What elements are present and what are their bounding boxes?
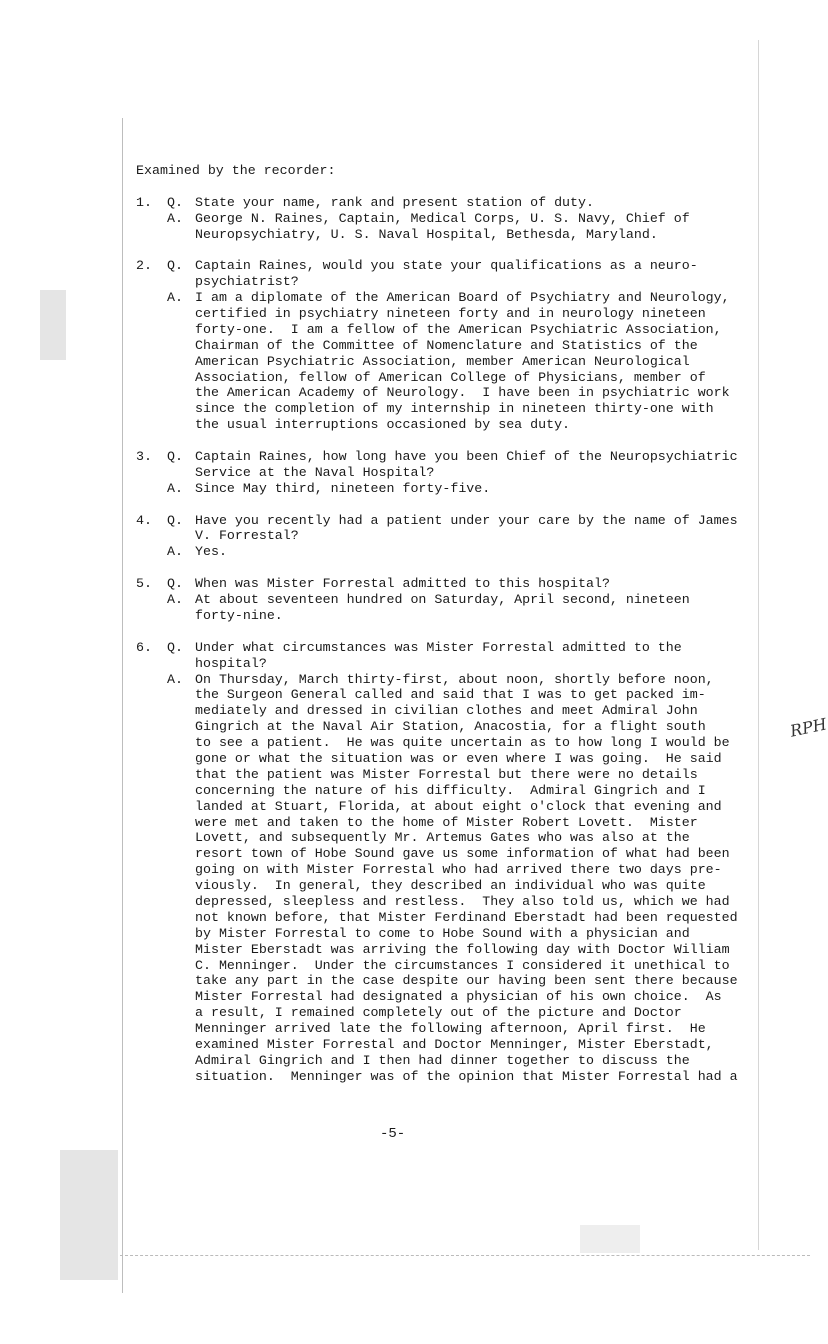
qa-line (136, 417, 761, 433)
answer-marker: A. (167, 671, 183, 687)
left-margin-rule (122, 118, 123, 1293)
paragraph-gap (136, 624, 761, 640)
line-text: hospital? (195, 655, 267, 671)
line-text: Gingrich at the Naval Air Station, Anacostia, for a flight south (195, 719, 706, 735)
line-text: Captain Raines, how long have you been Chief of the Neuropsychiatric (195, 449, 738, 465)
page-number: -5- (380, 1126, 406, 1142)
line-text: Service at the Naval Hospital? (195, 464, 435, 480)
line-text: situation. Menninger was of the opinion that Mister Forrestal had a (195, 1068, 738, 1084)
scan-noise (580, 1225, 640, 1253)
qa-line (136, 719, 761, 735)
qa-line (136, 1069, 761, 1085)
line-text: Chairman of the Committee of Nomenclature and Statistics of the (195, 337, 698, 353)
qa-line (136, 656, 761, 672)
qa-line (136, 274, 761, 290)
qa-line (136, 385, 761, 401)
line-text: gone or what the situation was or even where I was going. He said (195, 750, 722, 766)
line-text: Captain Raines, would you state your qualifications as a neuro- (195, 258, 698, 274)
line-text: landed at Stuart, Florida, at about eight o'clock that evening and (195, 798, 722, 814)
question-number: 5. (136, 576, 152, 592)
line-text: Since May third, nineteen forty-five. (195, 480, 491, 496)
line-text: On Thursday, March thirty-first, about noon, shortly before noon, (195, 671, 714, 687)
line-text: concerning the nature of his difficulty. Admiral Gingrich and I (195, 782, 706, 798)
qa-line (136, 449, 761, 465)
question-marker: Q. (167, 639, 183, 655)
question-number: 2. (136, 258, 152, 274)
qa-line (136, 799, 761, 815)
answer-marker: A. (167, 544, 183, 560)
qa-line (136, 322, 761, 338)
question-number: 3. (136, 449, 152, 465)
qa-line (136, 815, 761, 831)
line-text: Have you recently had a patient under your care by the name of James (195, 512, 738, 528)
qa-line (136, 687, 761, 703)
question-marker: Q. (167, 258, 183, 274)
qa-paragraph (136, 640, 761, 1085)
line-text: American Psychiatric Association, member American Neurological (195, 353, 690, 369)
qa-line (136, 735, 761, 751)
qa-line (136, 862, 761, 878)
line-text: examined Mister Forrestal and Doctor Menninger, Mister Eberstadt, (195, 1036, 714, 1052)
qa-line (136, 846, 761, 862)
qa-line (136, 1053, 761, 1069)
line-text: Menninger arrived late the following afternoon, April first. He (195, 1021, 706, 1037)
qa-line (136, 306, 761, 322)
question-marker: Q. (167, 512, 183, 528)
scan-noise (60, 1150, 118, 1280)
scan-noise (40, 290, 66, 360)
line-text: certified in psychiatry nineteen forty and in neurology nineteen (195, 306, 706, 322)
line-text: take any part in the case despite our having been sent there because (195, 973, 738, 989)
heading: Examined by the recorder: (136, 163, 336, 178)
qa-line (136, 465, 761, 481)
line-text: George N. Raines, Captain, Medical Corps, U. S. Navy, Chief of (195, 210, 690, 226)
qa-line (136, 830, 761, 846)
qa-line (136, 338, 761, 354)
line-text: Yes. (195, 544, 227, 560)
qa-line (136, 703, 761, 719)
qa-line (136, 528, 761, 544)
line-text: Mister Eberstadt was arriving the following day with Doctor William (195, 941, 730, 957)
line-text: depressed, sleepless and restless. They also told us, which we had (195, 893, 730, 909)
qa-paragraph (136, 195, 761, 243)
line-text: forty-nine. (195, 607, 283, 623)
line-text: resort town of Hobe Sound gave us some information of what had been (195, 846, 730, 862)
line-text: Association, fellow of American College of Physicians, member of (195, 369, 706, 385)
qa-line (136, 751, 761, 767)
qa-line (136, 211, 761, 227)
line-text: When was Mister Forrestal admitted to this hospital? (195, 576, 610, 592)
line-text: going on with Mister Forrestal who had arrived there two days pre- (195, 862, 722, 878)
answer-marker: A. (167, 480, 183, 496)
paragraph-gap (136, 242, 761, 258)
qa-line (136, 592, 761, 608)
qa-line (136, 195, 761, 211)
paragraph-gap (136, 560, 761, 576)
qa-line (136, 608, 761, 624)
qa-line (136, 894, 761, 910)
qa-line (136, 227, 761, 243)
qa-paragraph (136, 576, 761, 624)
qa-line (136, 354, 761, 370)
qa-line (136, 576, 761, 592)
question-marker: Q. (167, 194, 183, 210)
line-text: viously. In general, they described an individual who was quite (195, 878, 706, 894)
line-text: I am a diplomate of the American Board of Psychiatry and Neurology, (195, 290, 730, 306)
qa-line (136, 258, 761, 274)
qa-line (136, 767, 761, 783)
qa-line (136, 401, 761, 417)
question-marker: Q. (167, 576, 183, 592)
qa-line (136, 640, 761, 656)
qa-line (136, 513, 761, 529)
line-text: not known before, that Mister Ferdinand Eberstadt had been requested (195, 909, 738, 925)
line-text: that the patient was Mister Forrestal but there were no details (195, 766, 698, 782)
line-text: C. Menninger. Under the circumstances I considered it unethical to (195, 957, 730, 973)
line-text: were met and taken to the home of Mister Robert Lovett. Mister (195, 814, 698, 830)
qa-line (136, 370, 761, 386)
line-text: Admiral Gingrich and I then had dinner together to discuss the (195, 1052, 690, 1068)
qa-line (136, 481, 761, 497)
line-text: to see a patient. He was quite uncertain as to how long I would be (195, 735, 730, 751)
qa-line (136, 910, 761, 926)
line-text: Under what circumstances was Mister Forrestal admitted to the (195, 639, 682, 655)
question-number: 1. (136, 194, 152, 210)
qa-line (136, 926, 761, 942)
qa-line (136, 942, 761, 958)
line-text: At about seventeen hundred on Saturday, April second, nineteen (195, 592, 690, 608)
qa-list (136, 195, 761, 1085)
line-text: the usual interruptions occasioned by sea duty. (195, 417, 571, 433)
qa-line (136, 973, 761, 989)
answer-marker: A. (167, 592, 183, 608)
line-text: psychiatrist? (195, 274, 299, 290)
question-number: 6. (136, 639, 152, 655)
answer-marker: A. (167, 290, 183, 306)
qa-line (136, 1005, 761, 1021)
bottom-rule (120, 1255, 810, 1257)
line-text: forty-one. I am a fellow of the American Psychiatric Association, (195, 321, 722, 337)
qa-line (136, 958, 761, 974)
question-number: 4. (136, 512, 152, 528)
qa-line (136, 989, 761, 1005)
line-text: by Mister Forrestal to come to Hobe Sound with a physician and (195, 925, 690, 941)
qa-line (136, 783, 761, 799)
line-text: since the completion of my internship in nineteen thirty-one with (195, 401, 714, 417)
qa-paragraph (136, 449, 761, 497)
qa-line (136, 672, 761, 688)
line-text: State your name, rank and present station of duty. (195, 194, 594, 210)
line-text: the American Academy of Neurology. I have been in psychiatric work (195, 385, 730, 401)
line-text: Lovett, and subsequently Mr. Artemus Gates who was also at the (195, 830, 690, 846)
qa-line (136, 1037, 761, 1053)
line-text: the Surgeon General called and said that I was to get packed im- (195, 687, 706, 703)
qa-line (136, 1021, 761, 1037)
line-text: Neuropsychiatry, U. S. Naval Hospital, Bethesda, Maryland. (195, 226, 658, 242)
margin-initials: RPH (788, 714, 828, 741)
line-text: V. Forrestal? (195, 528, 299, 544)
qa-line (136, 290, 761, 306)
line-text: Mister Forrestal had designated a physician of his own choice. As (195, 989, 722, 1005)
qa-line (136, 878, 761, 894)
paragraph-gap (136, 497, 761, 513)
line-text: mediately and dressed in civilian clothes and meet Admiral John (195, 703, 698, 719)
paragraph-gap (136, 433, 761, 449)
answer-marker: A. (167, 210, 183, 226)
transcript-body (136, 163, 761, 1085)
question-marker: Q. (167, 449, 183, 465)
qa-paragraph (136, 513, 761, 561)
line-text: a result, I remained completely out of the picture and Doctor (195, 1005, 682, 1021)
qa-line (136, 544, 761, 560)
qa-paragraph (136, 258, 761, 433)
